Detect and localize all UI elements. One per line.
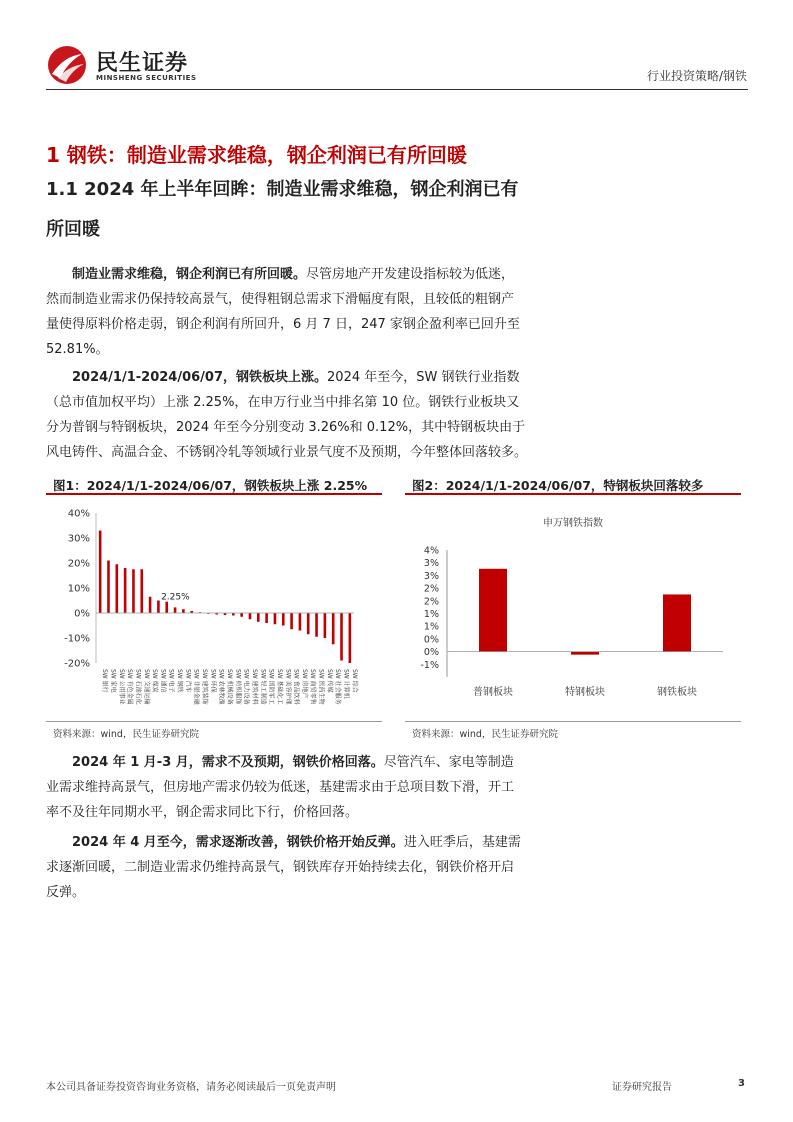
p1-lead: 制造业需求维稳，钢企利润已有所回暖。 xyxy=(72,267,307,282)
x-tick-label: SW 社会服务 xyxy=(334,669,342,705)
report-category: 行业投资策略/钢铁 xyxy=(646,69,747,83)
y-tick-label: 30% xyxy=(67,533,90,545)
paragraph-2: 2024/1/1-2024/06/07，钢铁板块上涨。2024 年至今，SW 钢铁行业指数 （总市值加权平均）上涨 2.25%，在申万行业当中排名第 10 位。钢铁行业板块又 分为普钢与特钢板块，2024 年至今分别变动 3.26%和 0.12%，其中特钢板块由于 风电铸件、高温合金、不锈钢冷轧等领域行业景气度不及预期，今年整体回落较多。 xyxy=(46,370,528,460)
bar xyxy=(315,613,318,637)
y-tick-label: -1% xyxy=(420,659,439,671)
figure2-title-rule xyxy=(405,493,741,495)
bar xyxy=(240,613,243,617)
x-tick-label: 特钢板块 xyxy=(565,687,605,698)
p4-lead: 2024 年 4 月至今，需求逐渐改善，钢铁价格开始反弹。 xyxy=(72,835,404,850)
data-label: 2.25% xyxy=(161,592,190,603)
footer-page-number: 3 xyxy=(738,1078,745,1089)
x-tick-label: SW 煤炭 xyxy=(151,669,159,693)
logo xyxy=(46,44,206,88)
heading2-line2: 所回暖 xyxy=(46,219,100,240)
x-tick-label: SW 美容护理 xyxy=(284,669,292,705)
x-tick-label: SW 综合 xyxy=(350,669,358,693)
y-tick-label: 0% xyxy=(74,608,90,620)
x-tick-label: SW 环保 xyxy=(209,669,217,693)
x-tick-label: SW 传媒 xyxy=(325,669,333,693)
x-tick-label: SW 电子 xyxy=(167,669,175,693)
x-tick-label: SW 国防军工 xyxy=(267,669,275,705)
x-tick-label: SW 房地产 xyxy=(300,669,308,699)
footer-disclaimer: 本公司具备证券投资咨询业务资格，请务必阅读最后一页免责声明 xyxy=(46,1082,336,1093)
bar xyxy=(140,569,143,613)
y-tick-label: 0% xyxy=(423,647,439,659)
x-tick-label: SW 计算机 xyxy=(342,669,350,699)
p2-lead: 2024/1/1-2024/06/07，钢铁板块上涨。 xyxy=(72,370,328,385)
x-tick-label: SW 轻工制造 xyxy=(259,669,267,705)
chart-title: 申万钢铁指数 xyxy=(543,518,603,529)
bar xyxy=(182,609,185,613)
y-tick-label: 4% xyxy=(423,545,439,557)
y-tick-label: 2% xyxy=(423,583,439,595)
section-heading-1: 1 钢铁：制造业需求维稳，钢企利润已有所回暖 xyxy=(46,143,467,167)
x-tick-label: SW 石油石化 xyxy=(134,669,142,705)
y-tick-label: 0% xyxy=(423,634,439,646)
y-tick-label: -10% xyxy=(64,633,90,645)
y-tick-label: 2% xyxy=(423,596,439,608)
figure1-source: 资料来源：wind，民生证券研究院 xyxy=(53,729,199,740)
y-tick-label: -20% xyxy=(64,658,90,670)
bar xyxy=(479,569,507,652)
x-tick-label: SW 纺织服饰 xyxy=(234,669,242,705)
x-tick-label: SW 钢铁 xyxy=(176,669,184,693)
minsheng-logo-icon xyxy=(46,44,88,86)
figure1-title-rule xyxy=(46,493,382,495)
figure1-title: 图1：2024/1/1-2024/06/07，钢铁板块上涨 2.25% xyxy=(53,478,368,493)
bar xyxy=(149,597,152,613)
y-tick-label: 20% xyxy=(67,558,90,570)
x-tick-label: SW 家电 xyxy=(109,669,117,693)
bar xyxy=(165,602,168,613)
x-tick-label: SW 医药生物 xyxy=(317,669,325,705)
y-tick-label: 10% xyxy=(67,583,90,595)
x-tick-label: SW 建筑装饰 xyxy=(201,669,209,705)
bar xyxy=(307,613,310,634)
bar xyxy=(571,652,599,655)
figure1-chart xyxy=(46,500,382,718)
y-tick-label: 1% xyxy=(423,609,439,620)
bar xyxy=(107,561,110,614)
x-tick-label: SW 食品饮料 xyxy=(292,669,300,705)
bar xyxy=(99,531,102,614)
x-tick-label: SW 建筑材料 xyxy=(250,669,258,705)
paragraph-4: 2024 年 4 月至今，需求逐渐改善，钢铁价格开始反弹。进入旺季后，基建需 求逐渐回暖，二制造业需求仍维持高景气，钢铁库存开始持续去化，钢铁价格开启 反弹。 xyxy=(46,835,521,900)
figure2-source-rule xyxy=(405,721,741,722)
x-tick-label: 普钢板块 xyxy=(473,687,513,698)
x-tick-label: SW 电力设备 xyxy=(242,669,250,705)
bar xyxy=(274,613,277,624)
bar xyxy=(257,613,260,622)
y-tick-label: 3% xyxy=(423,570,439,582)
p3-lead: 2024 年 1 月-3 月，需求不及预期，钢铁价格回落。 xyxy=(72,755,384,770)
logo-text-cn: 民生证券 xyxy=(96,51,189,76)
figure1-source-rule xyxy=(46,721,382,722)
bar xyxy=(157,601,160,614)
y-tick-label: 3% xyxy=(423,558,439,570)
heading2-line1: 1.1 2024 年上半年回眸：制造业需求维稳，钢企利润已有 xyxy=(46,179,519,200)
figure2-chart xyxy=(405,500,741,718)
bar xyxy=(249,613,252,619)
bar xyxy=(663,594,691,651)
x-tick-label: 钢铁板块 xyxy=(657,687,697,698)
logo-text-en: MINSHENG SECURITIES xyxy=(96,74,197,82)
bar xyxy=(290,613,293,629)
footer-report-type: 证券研究报告 xyxy=(612,1082,672,1093)
bar xyxy=(299,613,302,631)
x-tick-label: SW 基础化工 xyxy=(275,669,283,705)
x-tick-label: SW 通信 xyxy=(159,669,167,693)
header-divider xyxy=(46,89,748,90)
bar xyxy=(132,569,135,613)
figure2-source: 资料来源：wind，民生证券研究院 xyxy=(412,729,558,740)
paragraph-1: 制造业需求维稳，钢企利润已有所回暖。尽管房地产开发建设指标较为低迷， 然而制造业需求仍保持较高景气，使得粗钢总需求下滑幅度有限，且较低的粗钢产 量使得原料价格走弱，钢企利润有所回升，6 月 7 日，247 家钢企盈利率已回升至 52.81%。 xyxy=(46,267,520,357)
x-tick-label: SW 商贸零售 xyxy=(309,669,317,705)
figure2-title: 图2：2024/1/1-2024/06/07，特钢板块回落较多 xyxy=(412,478,704,493)
y-tick-label: 40% xyxy=(67,508,90,520)
x-tick-label: SW 农林牧渔 xyxy=(217,669,225,705)
bar xyxy=(282,613,285,626)
bar xyxy=(265,613,268,623)
y-tick-label: 1% xyxy=(423,621,439,633)
bar xyxy=(116,564,119,613)
x-tick-label: SW 银行 xyxy=(101,669,109,693)
bar xyxy=(340,613,343,661)
bar xyxy=(174,607,177,613)
x-tick-label: SW 交通运输 xyxy=(142,669,150,705)
paragraph-3: 2024 年 1 月-3 月，需求不及预期，钢铁价格回落。尽管汽车、家电等制造 业需求维持高景气，但房地产需求仍较为低迷，基建需求由于总项目数下滑，开工 率不及往年同期水平，钢企需求同比下行，价格回落。 xyxy=(46,755,515,820)
bar xyxy=(332,613,335,644)
x-tick-label: SW 公用事业 xyxy=(117,669,125,705)
x-tick-label: SW 汽车 xyxy=(184,669,192,693)
x-tick-label: SW 非银金融 xyxy=(192,669,200,705)
bar xyxy=(349,613,352,663)
x-tick-label: SW 有色金属 xyxy=(126,669,134,705)
x-tick-label: SW 机械设备 xyxy=(226,669,233,705)
bar xyxy=(324,613,327,638)
section-heading-2 xyxy=(46,170,556,250)
bar xyxy=(124,568,127,613)
